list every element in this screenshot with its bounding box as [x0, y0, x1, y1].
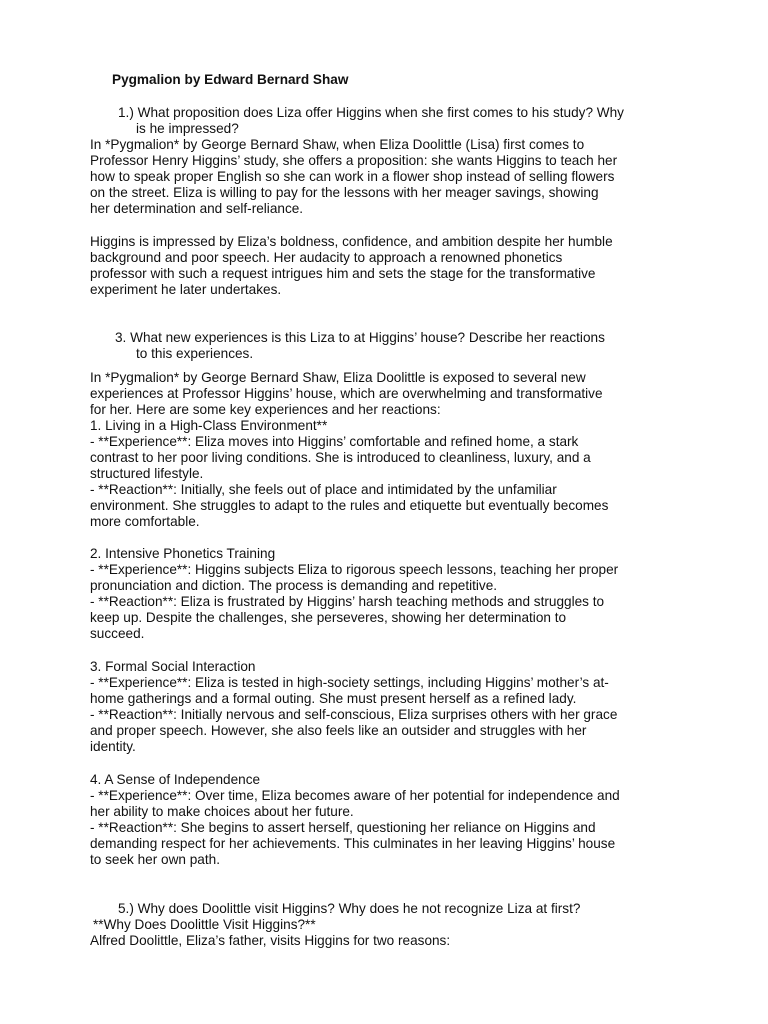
experience-2-line: - **Reaction**: Eliza is frustrated by Higgins’ harsh teaching methods and struggles to — [90, 594, 605, 609]
experience-3-line: - **Reaction**: Initially nervous and self-conscious, Eliza surprises others with her grace — [90, 707, 618, 722]
experience-1-line: environment. She struggles to adapt to the rules and etiquette but eventually becomes — [90, 498, 609, 513]
answer-3-intro-line: for her. Here are some key experiences and her reactions: — [90, 402, 441, 417]
experience-3-line: identity. — [90, 739, 136, 754]
experience-4-line: her ability to make choices about her future. — [90, 804, 354, 819]
question-5-text: Alfred Doolittle, Eliza’s father, visits Higgins for two reasons: — [90, 933, 451, 948]
answer-1-para-1-line: In *Pygmalion* by George Bernard Shaw, when Eliza Doolittle (Lisa) first comes to — [90, 137, 585, 152]
experience-2-line: - **Experience**: Higgins subjects Eliza to rigorous speech lessons, teaching her proper — [90, 562, 619, 577]
experience-2-line: keep up. Despite the challenges, she perseveres, showing her determination to — [90, 610, 567, 625]
answer-1-para-2-line: professor with such a request intrigues him and sets the stage for the transformative — [90, 266, 596, 281]
experience-3-line: and proper speech. However, she also feels like an outsider and struggles with her — [90, 723, 587, 738]
question-3-line-2: to this experiences. — [136, 346, 254, 361]
answer-1-para-1-line: Professor Henry Higgins’ study, she offers a proposition: she wants Higgins to teach her — [90, 153, 618, 168]
experience-4-line: - **Reaction**: She begins to assert herself, questioning her reliance on Higgins and — [90, 820, 596, 835]
experience-2-heading: 2. Intensive Phonetics Training — [90, 546, 276, 561]
answer-1-para-2-line: experiment he later undertakes. — [90, 282, 282, 297]
experience-2-line: pronunciation and diction. The process is demanding and repetitive. — [90, 578, 498, 593]
question-3-line-1: 3. What new experiences is this Liza to at Higgins’ house? Describe her reactions — [115, 330, 605, 345]
question-1-line-2: is he impressed? — [136, 121, 239, 136]
experience-4-line: - **Experience**: Over time, Eliza becomes aware of her potential for independence and — [90, 788, 620, 803]
experience-2-line: succeed. — [90, 626, 145, 641]
experience-1-line: - **Experience**: Eliza moves into Higgins’ comfortable and refined home, a stark — [90, 434, 579, 449]
experience-3-line: - **Experience**: Eliza is tested in high-society settings, including Higgins’ mother’s at- — [90, 675, 609, 690]
answer-1-para-2-line: Higgins is impressed by Eliza’s boldness, confidence, and ambition despite her humble — [90, 234, 613, 249]
experience-3-line: home gatherings and a formal outing. She must present herself as a refined lady. — [90, 691, 577, 706]
question-5-subheading: **Why Does Doolittle Visit Higgins?** — [93, 917, 316, 932]
experience-1-line: - **Reaction**: Initially, she feels out of place and intimidated by the unfamiliar — [90, 482, 557, 497]
experience-4-heading: 4. A Sense of Independence — [90, 772, 261, 787]
question-1-line-1: 1.) What proposition does Liza offer Higgins when she first comes to his study? Why — [118, 105, 624, 120]
answer-3-intro-line: experiences at Professor Higgins’ house, which are overwhelming and transformative — [90, 386, 603, 401]
question-5: 5.) Why does Doolittle visit Higgins? Why does he not recognize Liza at first? — [118, 901, 581, 916]
answer-1-para-2-line: background and poor speech. Her audacity to approach a renowned phonetics — [90, 250, 563, 265]
experience-1-line: more comfortable. — [90, 514, 200, 529]
answer-1-para-1-line: on the street. Eliza is willing to pay for the lessons with her meager savings, showing — [90, 185, 599, 200]
experience-1-line: structured lifestyle. — [90, 466, 204, 481]
experience-4-line: to seek her own path. — [90, 852, 220, 867]
answer-1-para-1-line: how to speak proper English so she can work in a flower shop instead of selling flowers — [90, 169, 615, 184]
answer-1-para-1-line: her determination and self-reliance. — [90, 201, 304, 216]
experience-3-heading: 3. Formal Social Interaction — [90, 659, 256, 674]
document-title: Pygmalion by Edward Bernard Shaw — [112, 72, 349, 87]
experience-1-heading: 1. Living in a High-Class Environment** — [90, 418, 328, 433]
experience-4-line: demanding respect for her achievements. This culminates in her leaving Higgins’ house — [90, 836, 616, 851]
experience-1-line: contrast to her poor living conditions. She is introduced to cleanliness, luxury, and a — [90, 450, 591, 465]
answer-3-intro-line: In *Pygmalion* by George Bernard Shaw, Eliza Doolittle is exposed to several new — [90, 370, 586, 385]
